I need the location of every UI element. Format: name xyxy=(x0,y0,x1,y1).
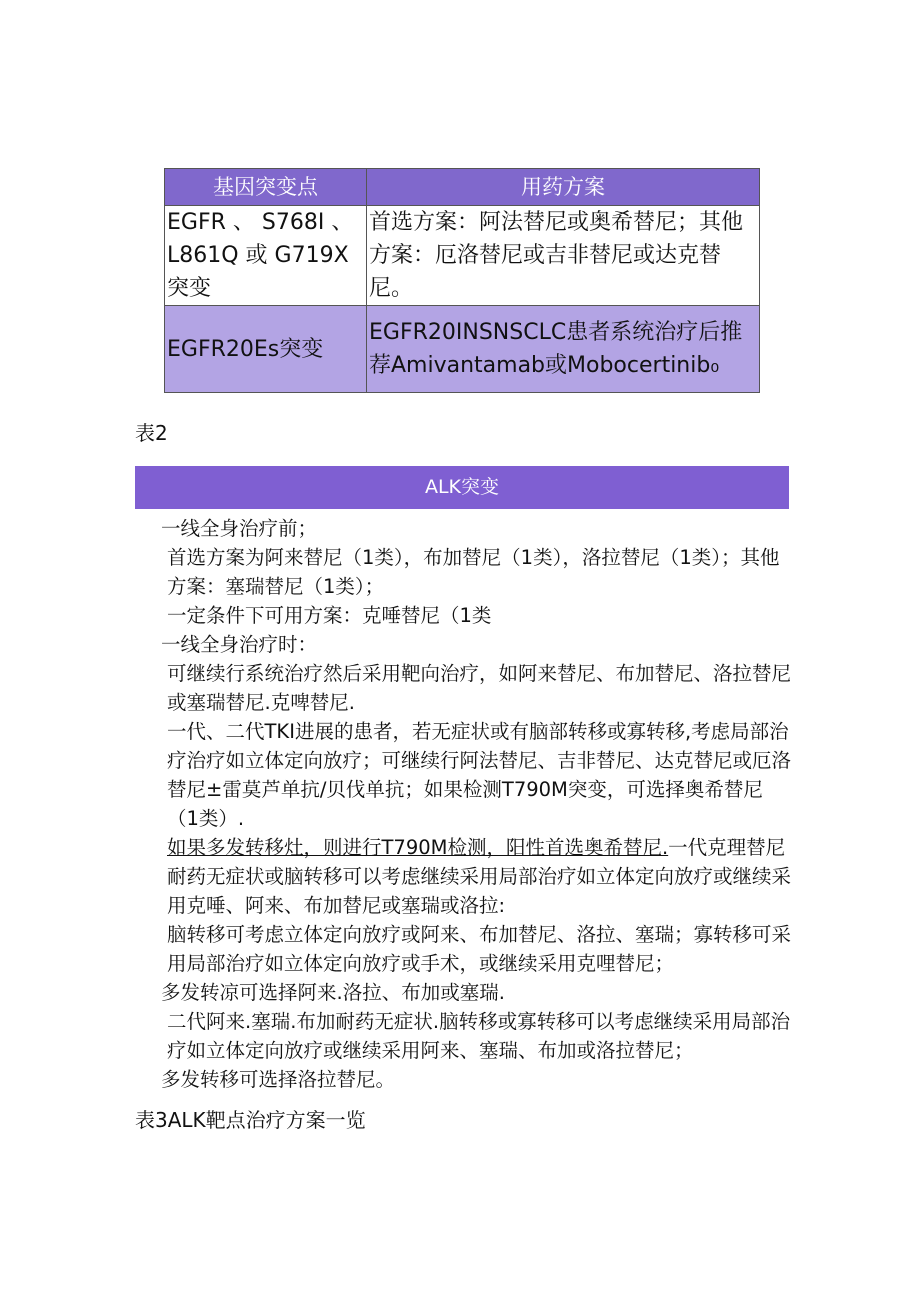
paragraph: 脑转移可考虑立体定向放疗或阿来、布加替尼、洛拉、塞瑞；寡转移可采用局部治疗如立体定向放疗或手术，或继续采用克哩替尼； xyxy=(167,923,792,975)
table-caption-3: 表3ALK靶点治疗方案一览 xyxy=(135,1108,366,1132)
paragraph: 首选方案为阿来替尼（1类），布加替尼（1类），洛拉替尼（1类）；其他方案：塞瑞替尼（1类）； xyxy=(167,546,780,598)
alk-therapy-text xyxy=(161,514,791,1094)
table-header-row xyxy=(165,169,760,206)
paragraph-text: 一代克理替尼耐药无症状或脑转移可以考虑继续采用局部治疗如立体定向放疗或继续采用克唾、阿来、布加替尼或塞瑞或洛拉: xyxy=(167,836,792,917)
egfr-therapy-table xyxy=(164,168,760,393)
paragraph: 可继续行系统治疗然后采用靶向治疗，如阿来替尼、布加替尼、洛拉替尼或塞瑞替尼.克啤替尼. xyxy=(167,662,792,714)
paragraph: 二代阿来.塞瑞.布加耐药无症状.脑转移或寡转移可以考虑继续采用局部治疗如立体定向放疗或继续采用阿来、塞瑞、布加或洛拉替尼； xyxy=(167,1010,791,1062)
mutation-cell: EGFR20Es突变 xyxy=(165,306,367,393)
paragraph xyxy=(161,833,791,920)
table-row xyxy=(165,306,760,393)
mutation-cell: EGFR 、 S768I 、L861Q 或 G719X突变 xyxy=(165,206,367,306)
therapy-cell: 首选方案：阿法替尼或奥希替尼；其他方案：厄洛替尼或吉非替尼或达克替尼。 xyxy=(367,206,760,306)
table-row xyxy=(165,206,760,306)
paragraph: 多发转凉可选择阿来.洛拉、布加或塞瑞. xyxy=(161,981,505,1004)
alk-section-header: ALK突变 xyxy=(135,466,789,509)
paragraph: 一线全身治疗时： xyxy=(161,633,318,656)
therapy-cell: EGFR20INSNSCLC患者系统治疗后推荐Amivantamab或Mobocertinib₀ xyxy=(367,306,760,393)
table-caption-2: 表2 xyxy=(135,421,168,445)
paragraph: 一定条件下可用方案：克唾替尼（1类 xyxy=(167,604,492,627)
header-mutation: 基因突变点 xyxy=(165,169,367,206)
header-therapy: 用药方案 xyxy=(367,169,760,206)
paragraph: 一代、二代TKI进展的患者，若无症状或有脑部转移或寡转移,考虑局部治疗治疗如立体定向放疗；可继续行阿法替尼、吉非替尼、达克替尼或厄洛替尼±雷莫芦单抗/贝伐单抗；如果检测T790M突变，可选择奥希替尼（1类）. xyxy=(167,720,792,830)
paragraph: 多发转移可选择洛拉替尼。 xyxy=(161,1068,396,1091)
paragraph: 一线全身治疗前； xyxy=(161,517,318,540)
underlined-text: 如果多发转移灶，则进行T790M检测，阳性首选奥希替尼. xyxy=(167,836,669,859)
